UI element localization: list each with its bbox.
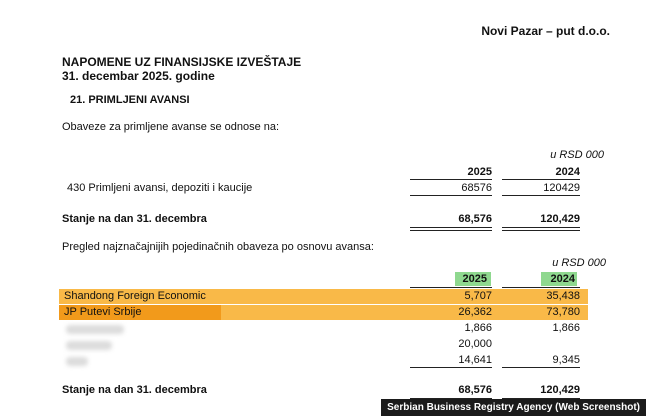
table2-row-2025: 1,866	[464, 322, 492, 334]
table1-total-2024: 120,429	[540, 213, 580, 225]
table1-col-2025: 2025	[467, 166, 492, 178]
table1-col-2024: 2024	[555, 166, 580, 178]
table2-row-2024: 73,780	[546, 306, 580, 318]
table2-row-label: Shandong Foreign Economic	[64, 290, 206, 302]
table2-unit: u RSD 000	[552, 257, 606, 269]
image-credit: Serbian Business Registry Agency (Web Screenshot)	[381, 399, 646, 416]
table2-row-rule-2024	[502, 367, 580, 368]
table2-total-2024: 120,429	[540, 384, 580, 396]
table2-col-2025: 2025	[462, 273, 487, 285]
section-title: 21. PRIMLJENI AVANSI	[70, 94, 190, 106]
table2-row-2025: 5,707	[464, 290, 492, 302]
table2-row-2024: 1,866	[552, 322, 580, 334]
table1-total-rule-2024	[502, 227, 580, 231]
redacted-label	[66, 325, 124, 334]
table2-row-label: JP Putevi Srbije	[64, 306, 142, 318]
table2-row-rule-2025	[410, 367, 492, 368]
table2-total-2025: 68,576	[458, 384, 492, 396]
table1-total-label: Stanje na dan 31. decembra	[62, 213, 207, 225]
table2-row-2024: 35,438	[546, 290, 580, 302]
table1-unit: u RSD 000	[550, 149, 604, 161]
redacted-label	[66, 341, 112, 350]
page-subtitle: 31. decembar 2025. godine	[62, 69, 215, 83]
intro-text: Obaveze za primljene avanse se odnose na:	[62, 121, 280, 133]
table2-col-2024: 2024	[550, 273, 575, 285]
table2-row-2025: 14,641	[458, 354, 492, 366]
table2-row-2025: 26,362	[458, 306, 492, 318]
table2-row-2024: 9,345	[552, 354, 580, 366]
table1-header-rule-2025	[410, 179, 492, 180]
table2-header-rule-2024	[502, 287, 580, 288]
table1-row-rule-2025	[410, 195, 492, 196]
table2-total-label: Stanje na dan 31. decembra	[62, 384, 207, 396]
company-name: Novi Pazar – put d.o.o.	[481, 24, 610, 38]
table1-row-2024: 120429	[543, 182, 580, 194]
table1-row-label: 430 Primljeni avansi, depoziti i kaucije	[67, 182, 253, 194]
table2-header-rule-2025	[410, 287, 492, 288]
table2-row-2025: 20,000	[458, 338, 492, 350]
table1-total-rule-2025	[410, 227, 492, 231]
table1-total-2025: 68,576	[458, 213, 492, 225]
intro-text-2: Pregled najznačajnijih pojedinačnih obaveza po osnovu avansa:	[62, 241, 374, 253]
table1-header-rule-2024	[502, 179, 580, 180]
page-title: NAPOMENE UZ FINANSIJSKE IZVEŠTAJE	[62, 55, 302, 69]
table1-row-rule-2024	[502, 195, 580, 196]
redacted-label	[66, 357, 88, 366]
table1-row-2025: 68576	[461, 182, 492, 194]
